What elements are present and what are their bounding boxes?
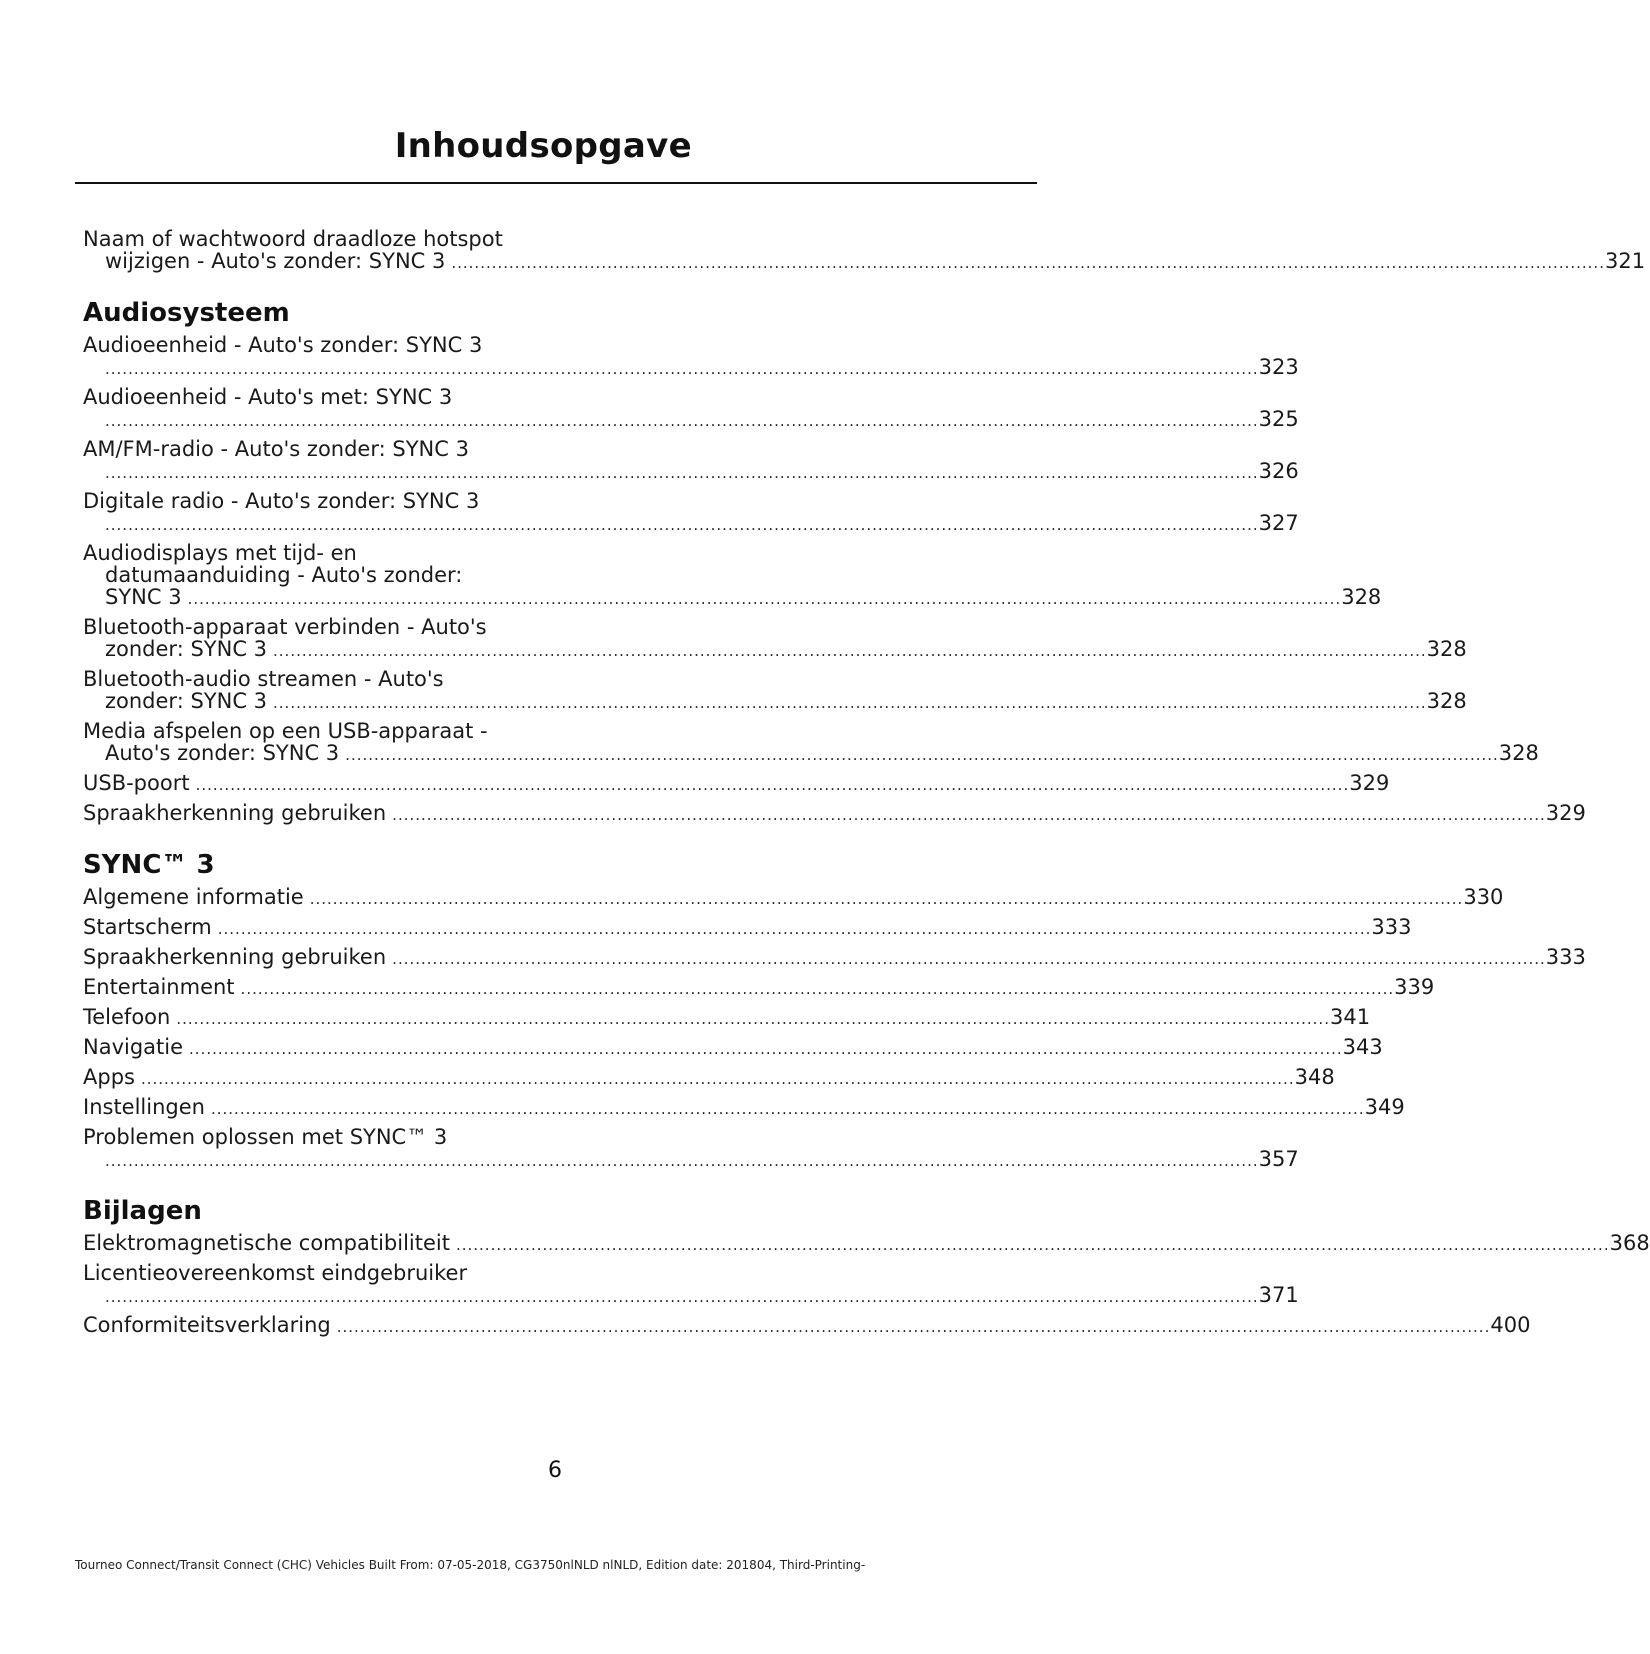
toc-entry-title: Licentieovereenkomst eindgebruiker xyxy=(83,1261,468,1285)
dot-leader: ........................................................................................................................................................................................................ xyxy=(217,920,1372,938)
toc-entry[interactable] xyxy=(83,1313,1531,1337)
toc-entry-text: zonder: SYNC 3 xyxy=(105,637,268,661)
toc-entry-leader-line xyxy=(83,1065,1335,1089)
toc-entry[interactable] xyxy=(83,1125,1299,1171)
page-title: Inhoudsopgave xyxy=(394,126,692,166)
toc-entry-title: Audioeenheid - Auto's met: SYNC 3 xyxy=(83,385,453,409)
toc-page-number[interactable]: 328 xyxy=(1426,689,1467,713)
toc-entry[interactable] xyxy=(83,1065,1335,1089)
section-heading: Bijlagen xyxy=(83,1196,202,1226)
toc-entry[interactable] xyxy=(83,1095,1405,1119)
toc-entry-title: Bluetooth-audio streamen - Auto's xyxy=(83,667,444,691)
dot-leader: ........................................................................................................................................................................................................ xyxy=(105,464,1259,482)
toc-entry[interactable] xyxy=(83,1231,1650,1255)
toc-entry[interactable] xyxy=(83,489,1299,535)
toc-entry-title: Bluetooth-apparaat verbinden - Auto's xyxy=(83,615,487,639)
toc-page-number[interactable]: 339 xyxy=(1394,975,1435,999)
dot-leader: ........................................................................................................................................................................................................ xyxy=(105,1288,1259,1306)
toc-entry-leader-line xyxy=(83,975,1435,999)
toc-page-number[interactable]: 323 xyxy=(1258,355,1299,379)
toc-entry-title: Audiodisplays met tijd- en xyxy=(83,541,357,565)
page-number: 6 xyxy=(548,1458,562,1483)
toc-entry-text: SYNC 3 xyxy=(105,585,182,609)
footer-edition-info: Tourneo Connect/Transit Connect (CHC) Vehicles Built From: 07-05-2018, CG3750nlNLD nlNLD, Edition date: 201804, Third-Printing- xyxy=(75,1558,866,1572)
toc-page-number[interactable]: 400 xyxy=(1490,1313,1531,1337)
dot-leader: ........................................................................................................................................................................................................ xyxy=(195,776,1350,794)
dot-leader: ........................................................................................................................................................................................................ xyxy=(336,1318,1491,1336)
toc-entry[interactable] xyxy=(83,771,1390,795)
toc-entry-text: Auto's zonder: SYNC 3 xyxy=(105,741,340,765)
toc-entry-leader-line xyxy=(83,741,1539,765)
section-heading: SYNC™ 3 xyxy=(83,850,215,880)
toc-page-number[interactable]: 321 xyxy=(1604,249,1646,273)
toc-entry[interactable] xyxy=(83,385,1299,431)
dot-leader: ........................................................................................................................................................................................................ xyxy=(105,516,1259,534)
toc-entry-text: wijzigen - Auto's zonder: SYNC 3 xyxy=(105,249,446,273)
toc-entry-text: Entertainment xyxy=(83,975,235,999)
toc-entry-text: Algemene informatie xyxy=(83,885,304,909)
toc-entry[interactable] xyxy=(83,437,1299,483)
toc-entry-leader-line xyxy=(83,585,1382,609)
toc-page-number[interactable]: 368 xyxy=(1609,1231,1650,1255)
toc-page-number[interactable]: 329 xyxy=(1545,801,1586,825)
toc-entry-title: Problemen oplossen met SYNC™ 3 xyxy=(83,1125,448,1149)
dot-leader: ........................................................................................................................................................................................................ xyxy=(273,642,1427,660)
toc-entry-leader-line xyxy=(83,689,1467,713)
toc-entry[interactable] xyxy=(83,801,1586,825)
toc-entry[interactable] xyxy=(83,541,1382,609)
toc-entry-title: AM/FM-radio - Auto's zonder: SYNC 3 xyxy=(83,437,469,461)
toc-entry-leader-line xyxy=(83,915,1412,939)
toc-entry-text: Spraakherkenning gebruiken xyxy=(83,945,387,969)
toc-entry[interactable] xyxy=(83,915,1412,939)
toc-page-number[interactable]: 333 xyxy=(1545,945,1586,969)
toc-page-number[interactable]: 341 xyxy=(1329,1005,1371,1029)
toc-entry-text: zonder: SYNC 3 xyxy=(105,689,268,713)
toc-entry-leader-line xyxy=(83,249,1646,273)
toc-entry-leader-line xyxy=(83,1005,1371,1029)
toc-page-number[interactable]: 349 xyxy=(1364,1095,1405,1119)
dot-leader: ........................................................................................................................................................................................................ xyxy=(176,1010,1330,1028)
toc-entry[interactable] xyxy=(83,1261,1299,1307)
dot-leader: ........................................................................................................................................................................................................ xyxy=(455,1236,1610,1254)
dot-leader: ........................................................................................................................................................................................................ xyxy=(210,1100,1365,1118)
toc-entry[interactable] xyxy=(83,1035,1383,1059)
toc-entry-text: Spraakherkenning gebruiken xyxy=(83,801,387,825)
dot-leader: ........................................................................................................................................................................................................ xyxy=(451,254,1605,272)
toc-entry-leader-line xyxy=(83,1313,1531,1337)
toc-page-number[interactable]: 327 xyxy=(1258,511,1299,535)
toc-page-number[interactable]: 328 xyxy=(1341,585,1382,609)
table-of-contents xyxy=(83,227,1650,1344)
toc-entry[interactable] xyxy=(83,719,1539,765)
section-heading: Audiosysteem xyxy=(83,298,290,328)
toc-entry[interactable] xyxy=(83,667,1467,713)
toc-page-number[interactable]: 325 xyxy=(1258,407,1299,431)
toc-entry-text: Navigatie xyxy=(83,1035,184,1059)
dot-leader: ........................................................................................................................................................................................................ xyxy=(273,694,1427,712)
toc-entry-leader-line xyxy=(83,1283,1299,1307)
toc-page-number[interactable]: 333 xyxy=(1371,915,1412,939)
toc-entry-leader-line xyxy=(83,801,1586,825)
dot-leader: ........................................................................................................................................................................................................ xyxy=(309,890,1464,908)
toc-entry-leader-line xyxy=(83,1147,1299,1171)
toc-entry-leader-line xyxy=(83,355,1299,379)
toc-entry[interactable] xyxy=(83,975,1435,999)
toc-entry-text: Instellingen xyxy=(83,1095,205,1119)
toc-entry[interactable] xyxy=(83,227,1646,273)
toc-entry-leader-line xyxy=(83,1035,1383,1059)
toc-entry-text: Apps xyxy=(83,1065,135,1089)
toc-entry-text: Startscherm xyxy=(83,915,212,939)
toc-entry-title: Media afspelen op een USB-apparaat - xyxy=(83,719,488,743)
toc-page-number[interactable]: 328 xyxy=(1498,741,1539,765)
toc-entry-text: Conformiteitsverklaring xyxy=(83,1313,331,1337)
toc-entry-leader-line xyxy=(83,771,1390,795)
toc-entry-leader-line xyxy=(83,459,1299,483)
dot-leader: ........................................................................................................................................................................................................ xyxy=(140,1070,1295,1088)
toc-entry-title: Audioeenheid - Auto's zonder: SYNC 3 xyxy=(83,333,483,357)
dot-leader: ........................................................................................................................................................................................................ xyxy=(105,412,1259,430)
toc-entry-leader-line xyxy=(83,511,1299,535)
toc-entry-text: Telefoon xyxy=(83,1005,171,1029)
toc-entry[interactable] xyxy=(83,1005,1371,1029)
toc-entry-text: Elektromagnetische compatibiliteit xyxy=(83,1231,450,1255)
toc-entry[interactable] xyxy=(83,333,1299,379)
toc-entry-title: Digitale radio - Auto's zonder: SYNC 3 xyxy=(83,489,480,513)
dot-leader: ........................................................................................................................................................................................................ xyxy=(392,806,1546,824)
dot-leader: ........................................................................................................................................................................................................ xyxy=(240,980,1395,998)
toc-page-number[interactable]: 357 xyxy=(1258,1147,1299,1171)
dot-leader: ........................................................................................................................................................................................................ xyxy=(345,746,1499,764)
toc-entry-leader-line xyxy=(83,945,1586,969)
dot-leader: ........................................................................................................................................................................................................ xyxy=(105,1152,1259,1170)
toc-page-number[interactable]: 371 xyxy=(1258,1283,1299,1307)
dot-leader: ........................................................................................................................................................................................................ xyxy=(392,950,1546,968)
toc-page-number[interactable]: 348 xyxy=(1294,1065,1335,1089)
toc-entry-text: USB-poort xyxy=(83,771,190,795)
toc-entry-title: Naam of wachtwoord draadloze hotspot xyxy=(83,227,503,251)
dot-leader: ........................................................................................................................................................................................................ xyxy=(189,1040,1343,1058)
dot-leader: ........................................................................................................................................................................................................ xyxy=(105,360,1259,378)
toc-page-number[interactable]: 329 xyxy=(1349,771,1390,795)
toc-entry-leader-line xyxy=(83,885,1504,909)
toc-page-number[interactable]: 330 xyxy=(1463,885,1504,909)
dot-leader: ........................................................................................................................................................................................................ xyxy=(187,590,1342,608)
toc-entry[interactable] xyxy=(83,945,1586,969)
toc-entry-title-continued: datumaanduiding - Auto's zonder: xyxy=(105,563,463,587)
toc-page-number[interactable]: 343 xyxy=(1342,1035,1383,1059)
toc-page-number[interactable]: 328 xyxy=(1426,637,1467,661)
toc-entry-leader-line xyxy=(83,1095,1405,1119)
toc-entry-leader-line xyxy=(83,407,1299,431)
toc-entry[interactable] xyxy=(83,615,1467,661)
header-divider xyxy=(75,182,1037,184)
toc-entry[interactable] xyxy=(83,885,1504,909)
toc-page-number[interactable]: 326 xyxy=(1258,459,1299,483)
toc-entry-leader-line xyxy=(83,1231,1650,1255)
toc-entry-leader-line xyxy=(83,637,1467,661)
